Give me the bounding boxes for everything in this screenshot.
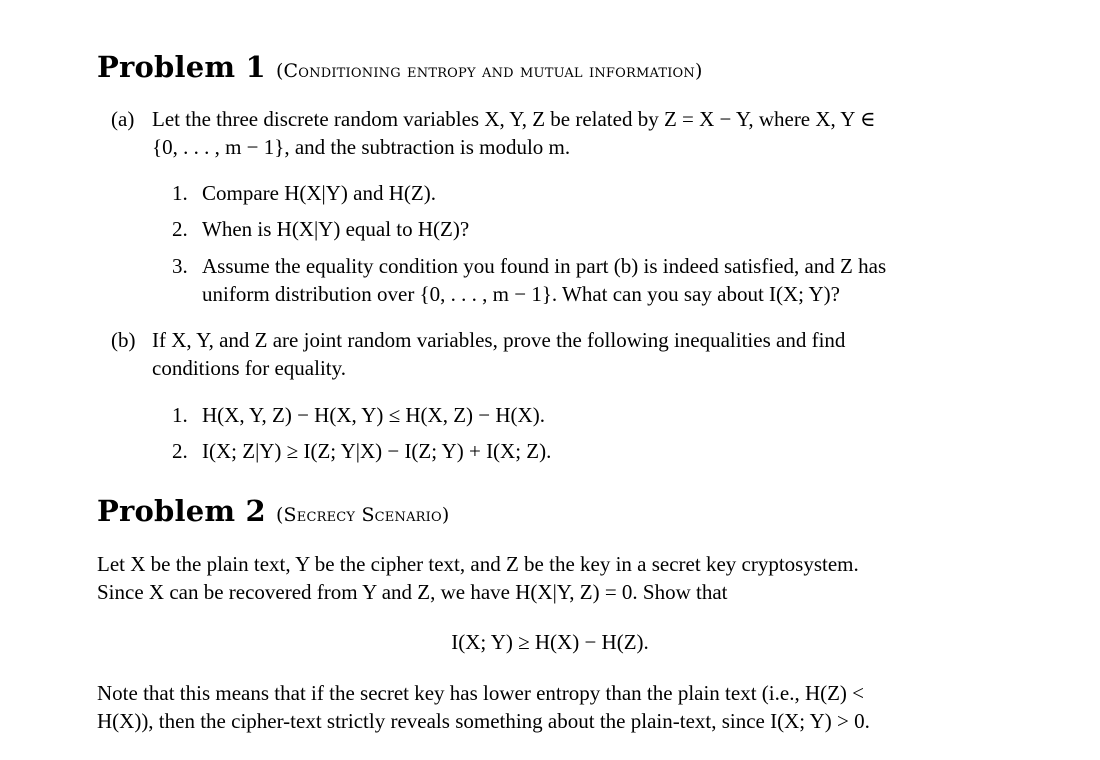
part-b-item-1-text: H(X, Y, Z) − H(X, Y) ≤ H(X, Z) − H(X). [202,403,545,427]
problem-1-heading [97,50,703,84]
part-a-item-1-number: 1. [172,181,188,205]
problem-2-heading [97,494,449,528]
problem-2-title: Problem 2 [97,494,266,528]
part-a-marker: (a) [111,107,135,131]
part-a-line-2: {0, . . . , m − 1}, and the subtraction is modulo m. [152,135,571,159]
part-a-item-2-text: When is H(X|Y) equal to H(Z)? [202,217,470,241]
part-a-line-1: Let the three discrete random variables X, Y, Z be related by Z = X − Y, where X, Y ∈ [152,107,876,131]
part-a-item-2-number: 2. [172,217,188,241]
problem-2-note-line-2: H(X)), then the cipher-text strictly reveals something about the plain-text, since I(X; Y) > 0. [97,709,870,733]
part-a-item-3-number: 3. [172,254,188,278]
problem-2-equation: I(X; Y) ≥ H(X) − H(Z). [451,630,649,654]
problem-1-subtitle: (Conditioning entropy and mutual information) [275,60,703,82]
problem-1-title: Problem 1 [97,50,266,84]
part-a-item-1-text: Compare H(X|Y) and H(Z). [202,181,436,205]
problem-2-line-1: Let X be the plain text, Y be the cipher text, and Z be the key in a secret key cryptosystem. [97,552,859,576]
part-b-item-2-number: 2. [172,439,188,463]
part-b-line-1: If X, Y, and Z are joint random variables, prove the following inequalities and find [152,328,846,352]
part-b-item-2-text: I(X; Z|Y) ≥ I(Z; Y|X) − I(Z; Y) + I(X; Z). [202,439,552,463]
problem-2-line-2: Since X can be recovered from Y and Z, we have H(X|Y, Z) = 0. Show that [97,580,728,604]
problem-2-subtitle: (Secrecy Scenario) [275,504,450,526]
part-b-marker: (b) [111,328,136,352]
part-b-item-1-number: 1. [172,403,188,427]
part-a-item-3-text-cont: uniform distribution over {0, . . . , m − 1}. What can you say about I(X; Y)? [202,282,840,306]
part-a-item-3-text: Assume the equality condition you found in part (b) is indeed satisfied, and Z has [202,254,887,278]
problem-2-note-line-1: Note that this means that if the secret key has lower entropy than the plain text (i.e., H(Z) < [97,681,865,705]
part-b-line-2: conditions for equality. [152,356,347,380]
